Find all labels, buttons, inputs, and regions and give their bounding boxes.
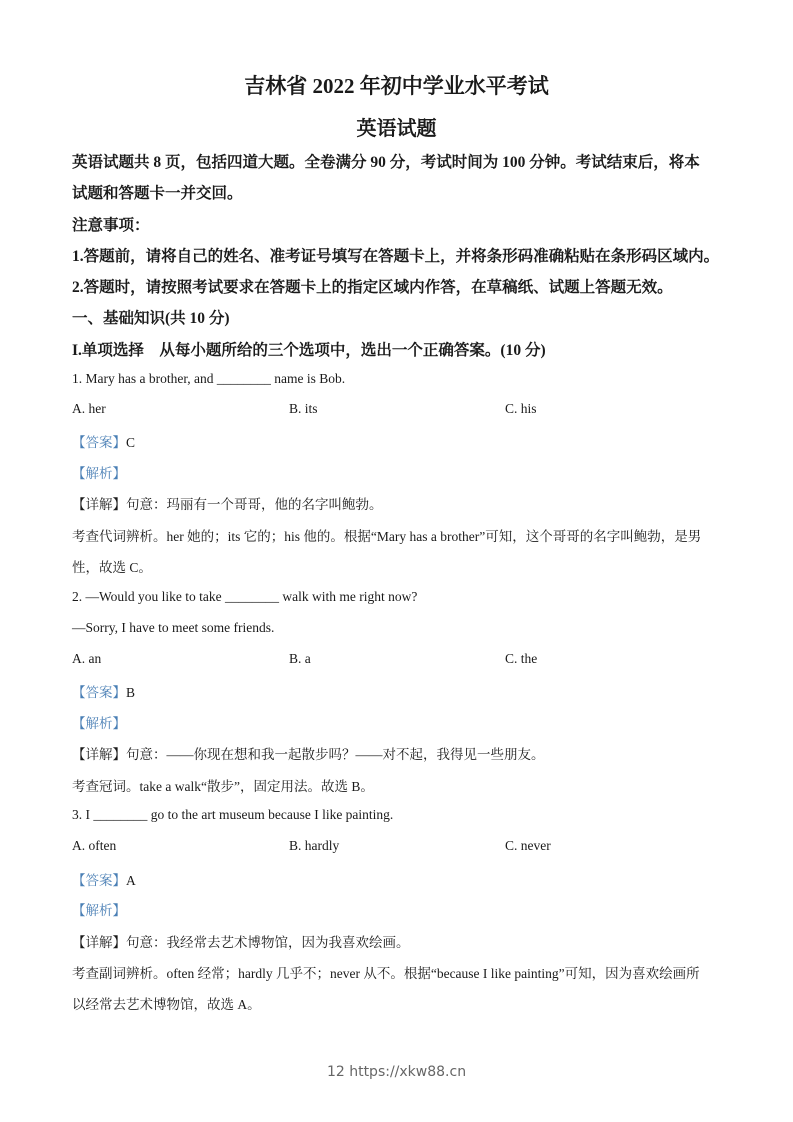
option-b: B. its: [289, 401, 318, 416]
note-item-1: 1.答题前，请将自己的姓名、准考证号填写在答题卡上，并将条形码准确粘贴在条形码区域内。: [72, 248, 720, 265]
answer-value: A: [126, 873, 136, 888]
answer-label: 【答案】: [72, 873, 126, 888]
option-b: B. hardly: [289, 838, 340, 853]
question-stem: 2. —Would you like to take ________ walk with me right now?: [72, 589, 418, 604]
detail-text: 【详解】句意：——你现在想和我一起散步吗？——对不起，我得见一些朋友。: [72, 747, 545, 762]
answer-line: [72, 681, 135, 701]
option-c: C. never: [505, 838, 551, 853]
section-title: 一、基础知识(共 10 分): [72, 310, 230, 327]
option-a: A. often: [72, 838, 117, 853]
intro-line-1: 英语试题共 8 页，包括四道大题。全卷满分 90 分，考试时间为 100 分钟。考试结束后，将本: [72, 154, 700, 171]
note-item-2: 2.答题时，请按照考试要求在答题卡上的指定区域内作答，在草稿纸、试题上答题无效。: [72, 279, 673, 296]
answer-value: B: [126, 685, 136, 700]
explanation-line-1: 考查副词辨析。often 经常；hardly 几乎不；never 从不。根据“because I like painting”可知，因为喜欢绘画所: [72, 966, 700, 981]
page-footer: 12 https://xkw88.cn: [326, 1064, 467, 1080]
question-stem: 3. I ________ go to the art museum because I like painting.: [72, 807, 394, 822]
analysis-label: 【解析】: [72, 716, 126, 731]
answer-label: 【答案】: [72, 435, 126, 450]
explanation-line-1: 考查代词辨析。her 她的；its 它的；his 他的。根据“Mary has a brother”可知，这个哥哥的名字叫鲍勃，是男: [72, 529, 702, 544]
explanation-line-2: 以经常去艺术博物馆，故选 A。: [72, 997, 261, 1012]
detail-text: 【详解】句意：我经常去艺术博物馆，因为我喜欢绘画。: [72, 935, 410, 950]
answer-label: 【答案】: [72, 685, 126, 700]
option-c: C. the: [505, 651, 538, 666]
section-subtitle: I.单项选择 从每小题所给的三个选项中，选出一个正确答案。(10 分): [72, 342, 546, 359]
exam-title: 吉林省 2022 年初中学业水平考试: [244, 74, 549, 98]
notes-heading: 注意事项：: [72, 217, 150, 234]
option-a: A. her: [72, 401, 106, 416]
answer-value: C: [126, 435, 136, 450]
option-b: B. a: [289, 651, 311, 666]
option-a: A. an: [72, 651, 102, 666]
explanation-line-1: 考查冠词。take a walk“散步”，固定用法。故选 B。: [72, 779, 374, 794]
question-reply: —Sorry, I have to meet some friends.: [72, 620, 275, 635]
analysis-label: 【解析】: [72, 466, 126, 481]
analysis-label: 【解析】: [72, 903, 126, 918]
question-stem: 1. Mary has a brother, and ________ name is Bob.: [72, 371, 346, 386]
exam-subtitle: 英语试题: [356, 118, 437, 140]
answer-line: [72, 869, 136, 889]
intro-line-2: 试题和答题卡一并交回。: [72, 185, 243, 202]
option-c: C. his: [505, 401, 537, 416]
detail-text: 【详解】句意：玛丽有一个哥哥，他的名字叫鲍勃。: [72, 497, 383, 512]
explanation-line-2: 性，故选 C。: [72, 560, 152, 575]
answer-line: [72, 431, 135, 451]
